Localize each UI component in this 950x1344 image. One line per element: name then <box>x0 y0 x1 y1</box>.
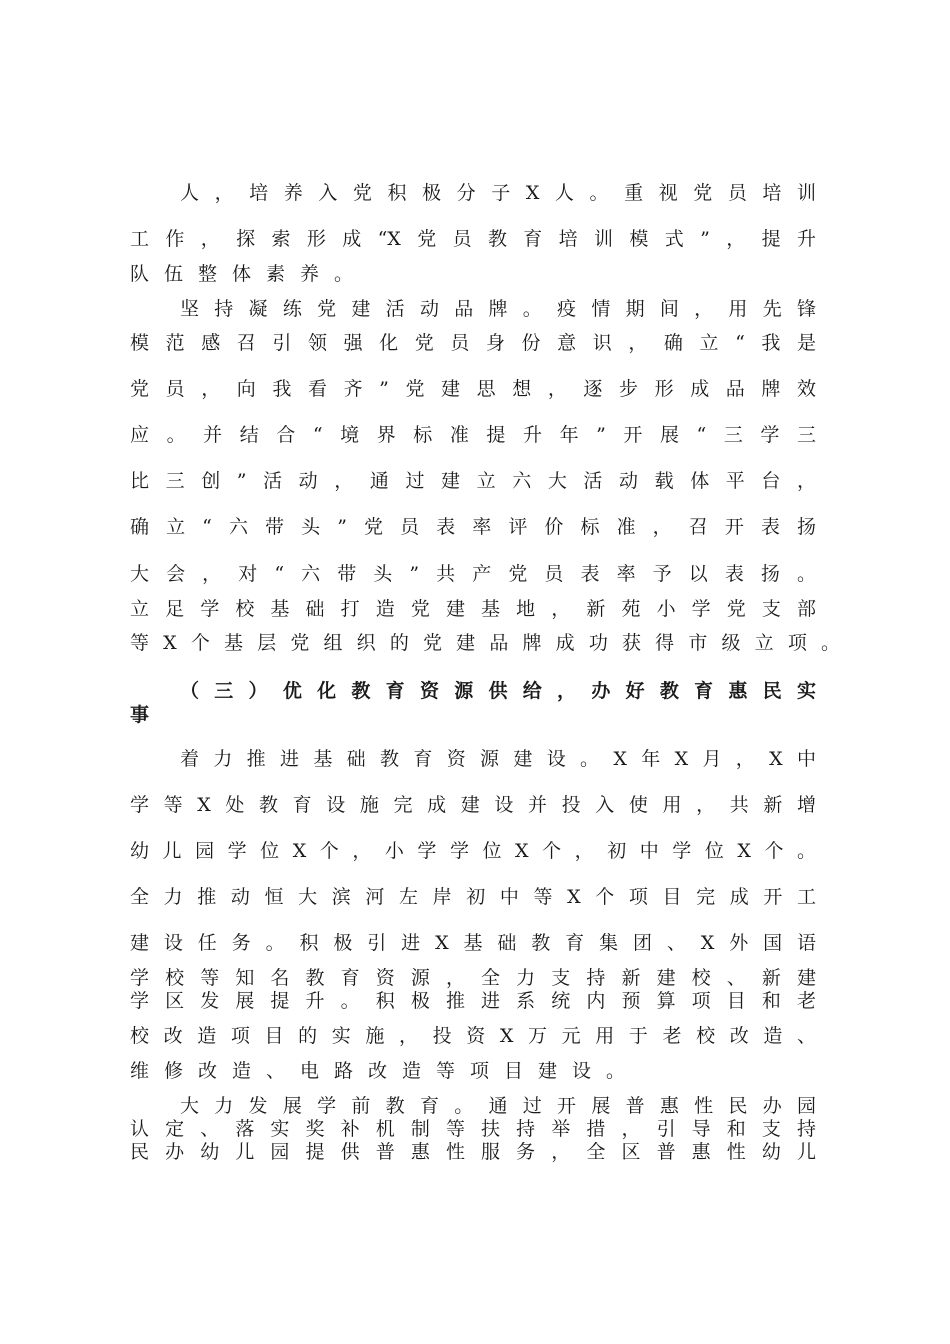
section-heading: （三）优化教育资源供给，办好教育惠民实 <box>180 680 816 702</box>
text-line: 幼儿园学位X个，小学学位X个，初中学位X个。 <box>130 840 816 862</box>
text-line: 党员，向我看齐”党建思想，逐步形成品牌效 <box>130 378 816 400</box>
text-line: 工作，探索形成“X党员教育培训模式”，提升 <box>130 228 816 250</box>
text-line: 全力推动恒大滨河左岸初中等X个项目完成开工 <box>130 886 816 908</box>
text-line: 大会，对“六带头”共产党员表率予以表扬。 <box>130 563 816 585</box>
text-line: 民办幼儿园提供普惠性服务，全区普惠性幼儿 <box>130 1141 816 1163</box>
text-line: 立足学校基础打造党建基地，新苑小学党支部 <box>130 598 816 620</box>
text-line: 校改造项目的实施，投资X万元用于老校改造、 <box>130 1025 816 1047</box>
text-line: 比三创”活动，通过建立六大活动载体平台， <box>130 470 816 492</box>
text-line: 人，培养入党积极分子X人。重视党员培训 <box>180 182 816 204</box>
text-line: 认定、落实奖补机制等扶持举措，引导和支持 <box>130 1118 816 1140</box>
text-line: 学等X处教育设施完成建设并投入使用，共新增 <box>130 794 816 816</box>
text-line: 学校等知名教育资源，全力支持新建校、新建 <box>130 967 816 989</box>
text-line: 坚持凝练党建活动品牌。疫情期间，用先锋 <box>180 298 816 320</box>
text-line: 应。并结合“境界标准提升年”开展“三学三 <box>130 424 816 446</box>
text-line: 队伍整体素养。 <box>130 263 369 285</box>
text-line: 学区发展提升。积极推进系统内预算项目和老 <box>130 990 816 1012</box>
text-line: 大力发展学前教育。通过开展普惠性民办园 <box>180 1095 816 1117</box>
text-line: 等X个基层党组织的党建品牌成功获得市级立项。 <box>130 632 840 654</box>
text-line: 建设任务。积极引进X基础教育集团、X外国语 <box>130 932 816 954</box>
text-line: 维修改造、电路改造等项目建设。 <box>130 1060 641 1082</box>
section-heading-continued: 事 <box>130 704 165 726</box>
text-line: 模范感召引领强化党员身份意识，确立“我是 <box>130 332 816 354</box>
text-line: 确立“六带头”党员表率评价标准，召开表扬 <box>130 516 816 538</box>
text-line: 着力推进基础教育资源建设。X年X月，X中 <box>180 748 816 770</box>
